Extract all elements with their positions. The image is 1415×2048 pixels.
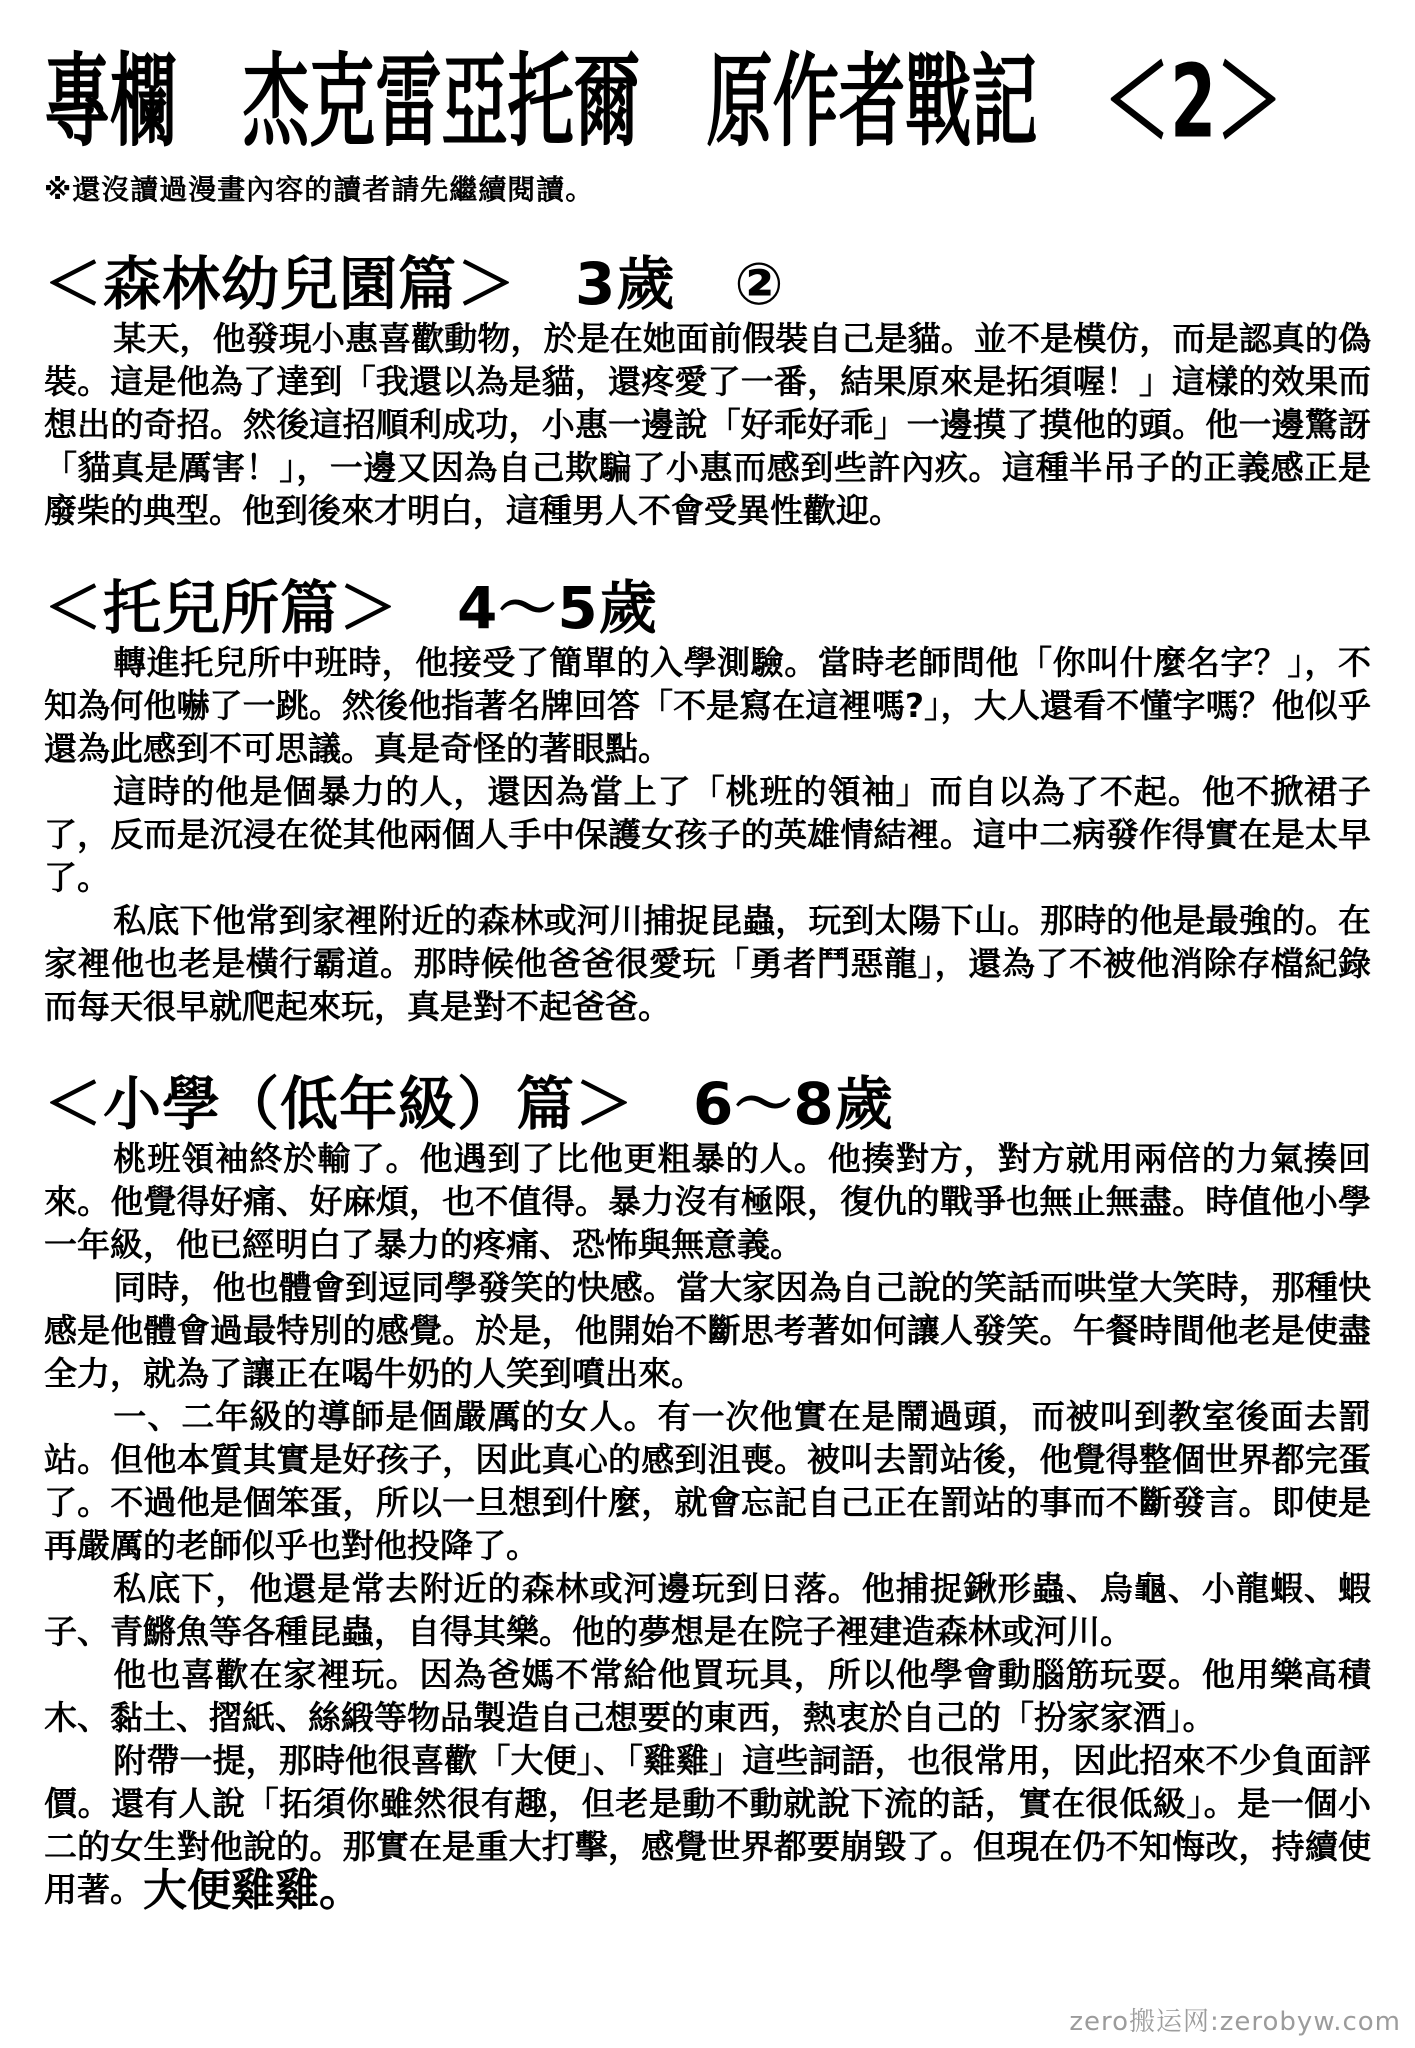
reader-note: ※還沒讀過漫畫內容的讀者請先繼續閱讀。 xyxy=(44,173,595,206)
section-nursery xyxy=(44,573,1371,1028)
closing-paragraph xyxy=(44,1739,1371,1916)
body-paragraph: 私底下，他還是常去附近的森林或河邊玩到日落。他捕捉鍬形蟲、烏龜、小龍蝦、蝦子、青鱂魚等各種昆蟲，自得其樂。他的夢想是在院子裡建造森林或河川。 xyxy=(44,1568,1371,1651)
section-heading-nursery: ＜托兒所篇＞ 4～5歲 xyxy=(44,573,658,642)
section-heading-forest-kindergarten: ＜森林幼兒園篇＞ 3歲 ② xyxy=(44,250,785,318)
watermark: zero搬运网:zerobyw.com xyxy=(1069,2007,1401,2037)
body-paragraph: 私底下他常到家裡附近的森林或河川捕捉昆蟲，玩到太陽下山。那時的他是最強的。在家裡他也老是橫行霸道。那時候他爸爸很愛玩「勇者鬥惡龍」，還為了不被他消除存檔紀錄而每天很早就爬起來玩，真是對不起爸爸。 xyxy=(44,900,1371,1026)
section-forest-kindergarten xyxy=(44,250,1371,532)
column-title: 專欄 杰克雷亞托爾 原作者戰記 ＜2＞ xyxy=(44,43,1283,161)
section-elementary-lower xyxy=(44,1069,1371,1916)
body-paragraph: 一、二年級的導師是個嚴厲的女人。有一次他實在是鬧過頭，而被叫到教室後面去罰站。但他本質其實是好孩子，因此真心的感到沮喪。被叫去罰站後，他覺得整個世界都完蛋了。不過他是個笨蛋，所以一旦想到什麼，就會忘記自己正在罰站的事而不斷發言。即使是再嚴厲的老師似乎也對他投降了。 xyxy=(44,1396,1371,1565)
body-paragraph: 這時的他是個暴力的人，還因為當上了「桃班的領袖」而自以為了不起。他不掀裙子了，反而是沉浸在從其他兩個人手中保護女孩子的英雄情結裡。這中二病發作得實在是太早了。 xyxy=(44,771,1371,897)
closing-text: 附帶一提，那時他很喜歡「大便」、「雞雞」這些詞語，也很常用，因此招來不少負面評價。還有人說「拓須你雖然很有趣，但老是動不動就說下流的話，實在很低級」。是一個小二的女生對他說的。那實在是重大打擊，感覺世界都要崩毀了。但現在仍不知悔改，持續使用著。 xyxy=(44,1740,1371,1909)
emphasis-phrase: 大便雞雞。 xyxy=(143,1864,363,1916)
section-heading-elementary-lower: ＜小學（低年級）篇＞ 6～8歲 xyxy=(44,1069,894,1138)
body-paragraph: 轉進托兒所中班時，他接受了簡單的入學測驗。當時老師問他「你叫什麼名字？」，不知為何他嚇了一跳。然後他指著名牌回答「不是寫在這裡嗎?」，大人還看不懂字嗎？他似乎還為此感到不可思議。真是奇怪的著眼點。 xyxy=(44,642,1371,768)
body-paragraph: 桃班領袖終於輸了。他遇到了比他更粗暴的人。他揍對方，對方就用兩倍的力氣揍回來。他覺得好痛、好麻煩，也不值得。暴力沒有極限，復仇的戰爭也無止無盡。時值他小學一年級，他已經明白了暴力的疼痛、恐怖與無意義。 xyxy=(44,1138,1371,1264)
body-paragraph: 同時，他也體會到逗同學發笑的快感。當大家因為自己說的笑話而哄堂大笑時，那種快感是他體會過最特別的感覺。於是，他開始不斷思考著如何讓人發笑。午餐時間他老是使盡全力，就為了讓正在喝牛奶的人笑到噴出來。 xyxy=(44,1267,1371,1393)
body-paragraph: 他也喜歡在家裡玩。因為爸媽不常給他買玩具，所以他學會動腦筋玩耍。他用樂高積木、黏土、摺紙、絲緞等物品製造自己想要的東西，熱衷於自己的「扮家家酒」。 xyxy=(44,1654,1371,1737)
body-paragraph: 某天，他發現小惠喜歡動物，於是在她面前假裝自己是貓。並不是模仿，而是認真的偽裝。這是他為了達到「我還以為是貓，還疼愛了一番，結果原來是拓須喔！」這樣的效果而想出的奇招。然後這招順利成功，小惠一邊說「好乖好乖」一邊摸了摸他的頭。他一邊驚訝「貓真是厲害！」，一邊又因為自己欺騙了小惠而感到些許內疚。這種半吊子的正義感正是廢柴的典型。他到後來才明白，這種男人不會受異性歡迎。 xyxy=(44,318,1371,530)
